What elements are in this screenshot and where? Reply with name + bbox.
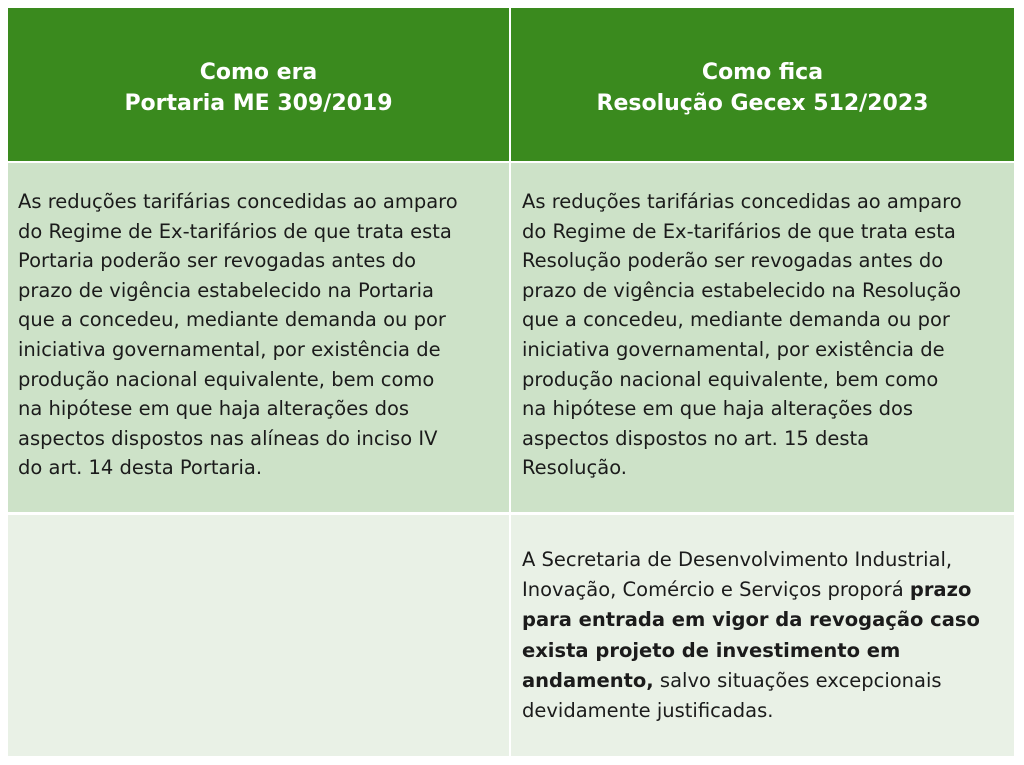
- text-line: [522, 666, 1008, 696]
- text-bold: prazo: [909, 578, 972, 602]
- text-line: produção nacional equivalente, bem como: [18, 367, 435, 391]
- text-normal: salvo situações excepcionais: [653, 668, 942, 692]
- text-line: do Regime de Ex-tarifários de que trata esta: [522, 219, 956, 243]
- text-line: Resolução poderão ser revogadas antes do: [522, 249, 944, 273]
- text-line: do Regime de Ex-tarifários de que trata esta: [18, 219, 452, 243]
- text-line: na hipótese em que haja alterações dos: [522, 397, 914, 421]
- row2-before-cell-empty: [8, 515, 511, 758]
- text-line: Resolução.: [522, 456, 627, 480]
- text-line: que a concedeu, mediante demanda ou por: [18, 308, 446, 332]
- header-cell-after: [511, 8, 1014, 163]
- text-line: As reduções tarifárias concedidas ao amparo: [522, 190, 962, 213]
- text-line-bold: para entrada em vigor da revogação caso: [522, 608, 980, 632]
- text-line: aspectos dispostos nas alíneas do inciso IV: [18, 426, 438, 450]
- header-after-title: Como fica: [701, 59, 824, 85]
- text-line: Portaria poderão ser revogadas antes do: [18, 249, 417, 273]
- text-line: aspectos dispostos no art. 15 desta: [522, 426, 870, 450]
- text-line: iniciativa governamental, por existência de: [522, 337, 945, 361]
- text-line: que a concedeu, mediante demanda ou por: [522, 308, 950, 332]
- text-line: prazo de vigência estabelecido na Resolução: [522, 278, 962, 302]
- text-line-bold: exista projeto de investimento em: [522, 638, 901, 662]
- text-line: na hipótese em que haja alterações dos: [18, 397, 410, 421]
- header-before-title: Como era: [199, 59, 318, 85]
- text-line: devidamente justificadas.: [522, 699, 774, 723]
- text-line: A Secretaria de Desenvolvimento Industrial,: [522, 548, 953, 571]
- text-line: As reduções tarifárias concedidas ao amparo: [18, 190, 458, 213]
- header-before-subtitle: Portaria ME 309/2019: [124, 90, 393, 116]
- text-normal: Inovação, Comércio e Serviços proporá: [522, 578, 910, 602]
- header-after-subtitle: Resolução Gecex 512/2023: [596, 90, 929, 116]
- text-line: do art. 14 desta Portaria.: [18, 456, 263, 480]
- row2-after-cell: [511, 515, 1014, 758]
- text-line: produção nacional equivalente, bem como: [522, 367, 939, 391]
- row1-after-cell: [511, 163, 1014, 515]
- text-bold: andamento,: [522, 668, 654, 692]
- text-line: [522, 575, 1008, 605]
- header-cell-before: [8, 8, 511, 163]
- comparison-table: [8, 8, 1014, 758]
- row1-before-cell: [8, 163, 511, 515]
- text-line: iniciativa governamental, por existência de: [18, 337, 441, 361]
- text-line: prazo de vigência estabelecido na Portaria: [18, 278, 434, 302]
